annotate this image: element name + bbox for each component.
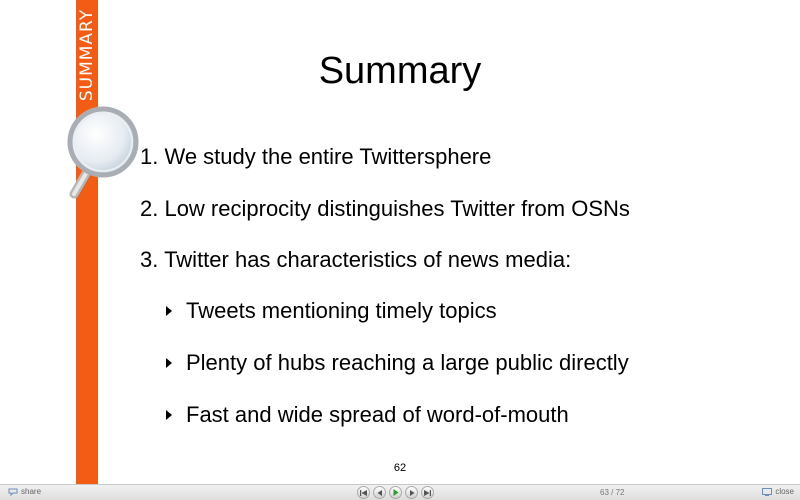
first-slide-button[interactable] — [357, 486, 370, 499]
share-label: share — [21, 487, 42, 496]
viewer-toolbar — [0, 484, 800, 500]
sub-bullet-text: Tweets mentioning timely topics — [186, 298, 497, 323]
next-icon — [409, 490, 415, 496]
triangle-bullet-icon — [166, 358, 172, 368]
numbered-item-text: 3. Twitter has characteristics of news media: — [140, 247, 572, 272]
numbered-item-3 — [140, 247, 571, 273]
sub-bullet-text: Plenty of hubs reaching a large public directly — [186, 350, 629, 375]
close-label: close — [775, 487, 794, 496]
close-icon — [762, 488, 772, 496]
sub-bullet-text: Fast and wide spread of word-of-mouth — [186, 402, 569, 427]
numbered-item-text: 1. We study the entire Twittersphere — [140, 144, 492, 169]
previous-icon — [377, 490, 383, 496]
slide-counter: 63 / 72 — [600, 488, 625, 497]
sub-bullet-item — [166, 350, 629, 402]
playback-controls — [357, 486, 434, 499]
magnifier-icon — [58, 100, 148, 200]
sub-bullet-list — [166, 298, 629, 454]
sub-bullet-item — [166, 298, 629, 350]
next-slide-button[interactable] — [405, 486, 418, 499]
numbered-item-text: 2. Low reciprocity distinguishes Twitter from OSNs — [140, 196, 630, 221]
slide-number: 62 — [393, 462, 407, 474]
previous-slide-button[interactable] — [373, 486, 386, 499]
play-icon — [393, 489, 399, 496]
numbered-item-2 — [140, 196, 630, 222]
share-button[interactable] — [8, 487, 41, 496]
last-slide-button[interactable] — [421, 486, 434, 499]
side-label-text: SUMMARY — [77, 8, 97, 102]
close-button[interactable] — [762, 487, 794, 496]
share-icon — [8, 488, 18, 496]
play-button[interactable] — [389, 486, 402, 499]
skip-forward-icon — [424, 490, 431, 496]
numbered-item-1 — [140, 144, 491, 170]
triangle-bullet-icon — [166, 306, 172, 316]
sub-bullet-item — [166, 402, 629, 454]
triangle-bullet-icon — [166, 410, 172, 420]
skip-back-icon — [360, 490, 367, 496]
slide-title: Summary — [318, 50, 482, 92]
